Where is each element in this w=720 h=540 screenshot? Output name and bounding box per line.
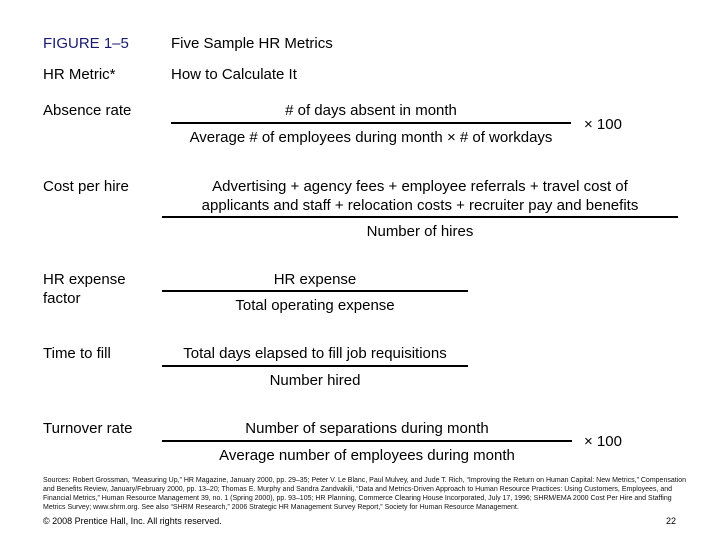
time-to-fill-fraction-bar [162,365,468,367]
metric-name-cost-per-hire: Cost per hire [43,178,129,195]
hr-expense-factor-numerator: HR expense [273,271,357,288]
time-to-fill-denominator: Number hired [269,372,361,389]
turnover-rate-fraction-bar [162,440,572,442]
hr-expense-factor-fraction-bar [162,290,468,292]
figure-title: Five Sample HR Metrics [171,35,333,52]
metric-name-time-to-fill: Time to fill [43,345,111,362]
metric-name-hr-expense-factor-line1: HR expense [43,271,126,288]
cost-per-hire-denominator: Number of hires [366,223,474,240]
metric-name-turnover-rate: Turnover rate [43,420,133,437]
cost-per-hire-numerator-line1: Advertising + agency fees + employee referrals + travel cost of [212,178,628,195]
cost-per-hire-numerator-line2: applicants and staff + relocation costs + recruiter pay and benefits [201,197,639,214]
absence-rate-numerator: # of days absent in month [285,102,457,119]
absence-rate-fraction-bar [171,122,571,124]
absence-rate-denominator: Average # of employees during month × # of workdays [189,129,553,146]
column-header-calc: How to Calculate It [171,66,297,83]
turnover-rate-denominator: Average number of employees during month [219,447,515,464]
turnover-rate-multiplier: × 100 [584,433,622,450]
figure-number: FIGURE 1–5 [43,35,129,52]
absence-rate-multiplier: × 100 [584,116,622,133]
copyright: © 2008 Prentice Hall, Inc. All rights reserved. [43,516,222,526]
metric-name-hr-expense-factor-line2: factor [43,290,81,307]
sources-note: Sources: Robert Grossman, “Measuring Up,” HR Magazine, January 2000, pp. 29–35; Peter V. Le Blanc, Paul Mulvey, and Jude T. Rich, “Improving the Return on Human Capital: New Metrics,” Compensation and Benefits Review, January/February 2000, pp. 13–20; Thomas E. Murphy and Sandra Zandvakili, “Data and Metrics-Driven Approach to Human Resource Practices: Using Customers, Employees, and Financial Metrics,” Human Resource Management 39, no. 1 (Spring 2000), pp. 93–105; HR Planning, Commerce Clearing House Incorporated, July 17, 1996; SHRM/EMA 2000 Cost Per Hire and Staffing Metrics Survey; www.shrm.org. See also “SHRM Research,” 2006 Strategic HR Management Survey Report,” Society for Human Resource Management. [43,477,687,511]
column-header-metric: HR Metric* [43,66,116,83]
turnover-rate-numerator: Number of separations during month [245,420,489,437]
time-to-fill-numerator: Total days elapsed to fill job requisitions [183,345,447,362]
hr-expense-factor-denominator: Total operating expense [235,297,395,314]
metric-name-absence-rate: Absence rate [43,102,132,119]
cost-per-hire-fraction-bar [162,216,678,218]
page-number: 22 [666,516,677,526]
